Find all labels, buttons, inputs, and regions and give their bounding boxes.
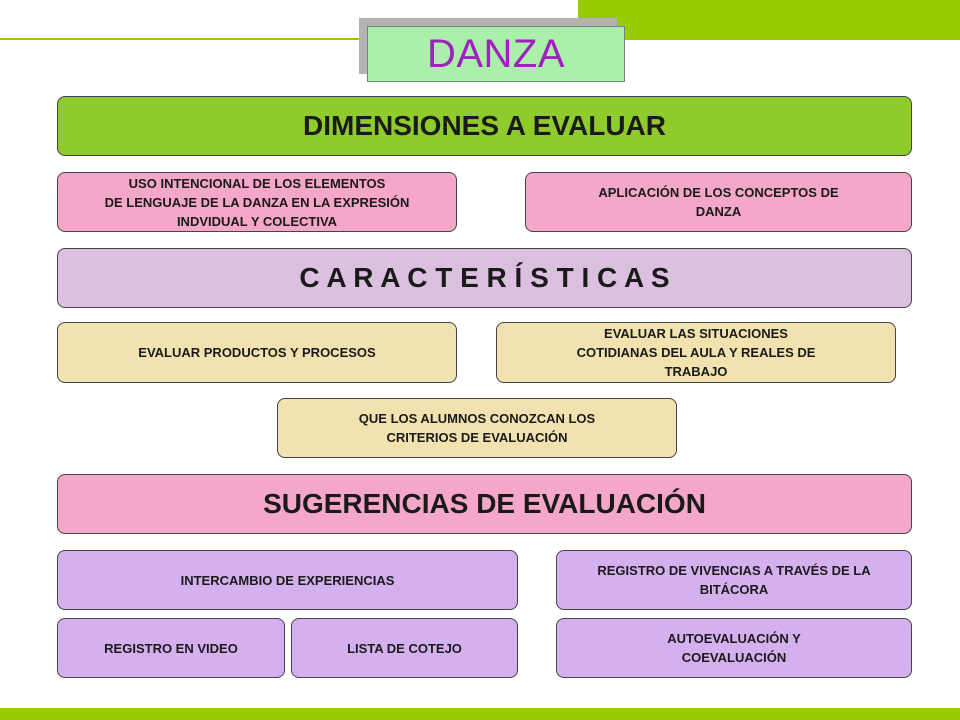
caracteristicas-header: C A R A C T E R Í S T I C A S	[57, 248, 912, 308]
dimensiones-item-aplicacion	[525, 172, 912, 232]
text-line: DANZA	[695, 204, 742, 219]
text-line: QUE LOS ALUMNOS CONOZCAN LOS	[358, 411, 596, 426]
page-title: DANZA	[367, 26, 625, 82]
text-line: CRITERIOS DE EVALUACIÓN	[386, 430, 568, 445]
dimensiones-header: DIMENSIONES A EVALUAR	[57, 96, 912, 156]
top-accent-block	[578, 0, 960, 40]
bottom-accent-bar	[0, 708, 960, 720]
caracteristicas-item-criterios	[277, 398, 677, 458]
sugerencias-item-video: REGISTRO EN VIDEO	[57, 618, 285, 678]
sugerencias-item-autoevaluacion	[556, 618, 912, 678]
sugerencias-header: SUGERENCIAS DE EVALUACIÓN	[57, 474, 912, 534]
text-line: COEVALUACIÓN	[681, 650, 787, 665]
text-line: AUTOEVALUACIÓN Y	[667, 631, 801, 646]
text-line: COTIDIANAS DEL AULA Y REALES DE	[576, 345, 816, 360]
dimensiones-item-uso-intencional	[57, 172, 457, 232]
text-line: REGISTRO DE VIVENCIAS A TRAVÉS DE LA	[597, 563, 871, 578]
text-line: USO INTENCIONAL DE LOS ELEMENTOS	[128, 175, 386, 191]
text-line: EVALUAR LAS SITUACIONES	[604, 326, 788, 341]
text-line: DE LENGUAJE DE LA DANZA EN LA EXPRESIÓN	[104, 194, 410, 210]
text-line: BITÁCORA	[699, 582, 769, 597]
caracteristicas-item-situaciones	[496, 322, 896, 383]
sugerencias-item-bitacora	[556, 550, 912, 610]
caracteristicas-item-productos: EVALUAR PRODUCTOS Y PROCESOS	[57, 322, 457, 383]
text-line: TRABAJO	[664, 364, 728, 379]
sugerencias-item-intercambio: INTERCAMBIO DE EXPERIENCIAS	[57, 550, 518, 610]
text-line: APLICACIÓN DE LOS CONCEPTOS DE	[598, 185, 839, 200]
sugerencias-item-cotejo: LISTA DE COTEJO	[291, 618, 518, 678]
text-line: INDVIDUAL Y COLECTIVA	[176, 213, 338, 229]
